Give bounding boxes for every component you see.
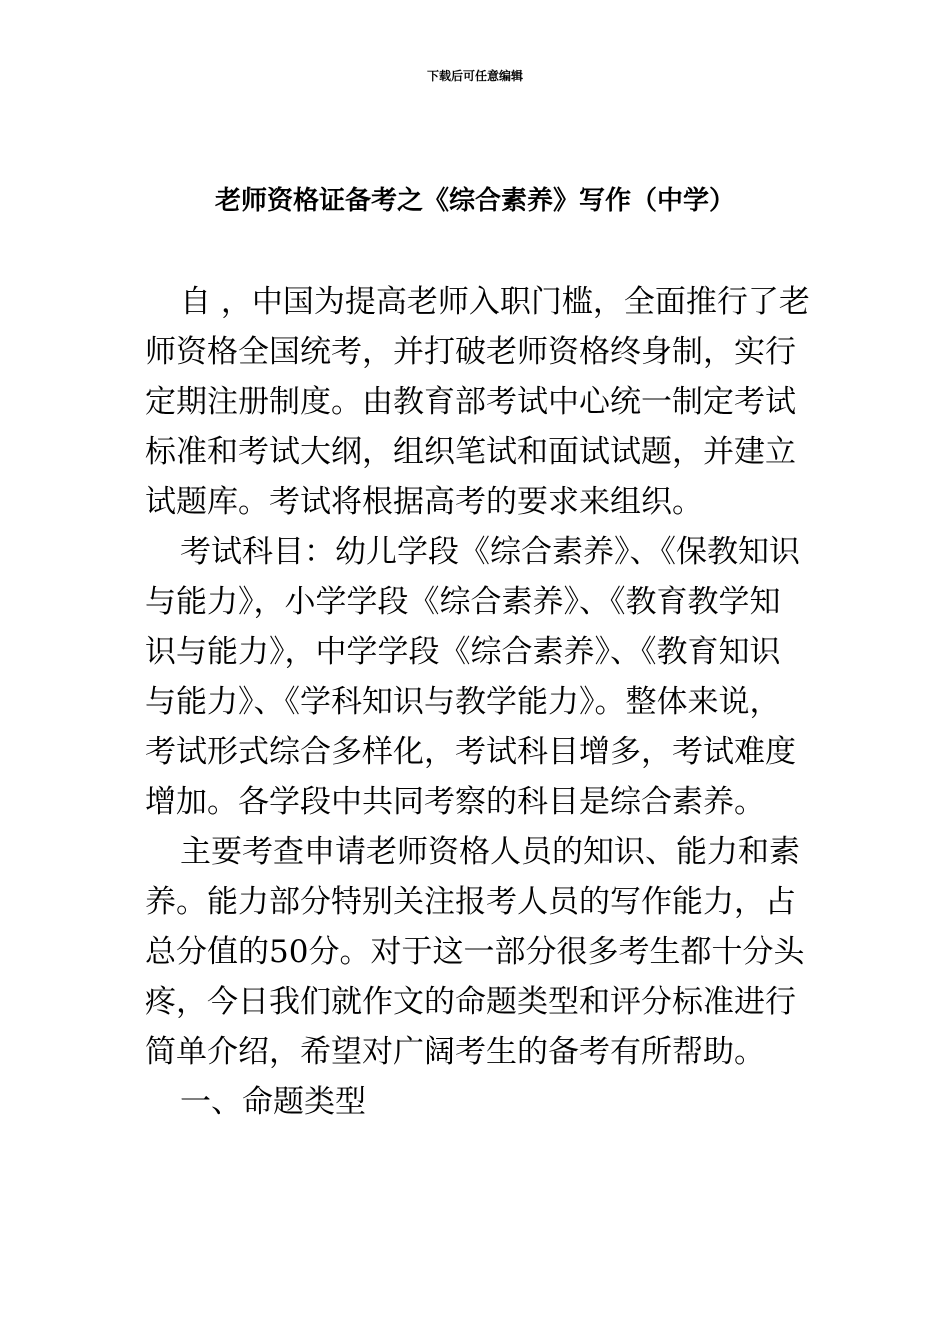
document-title: 老师资格证备考之《综合素养》写作（中学） <box>214 186 735 216</box>
header-note: 下载后可任意编辑 <box>426 69 523 83</box>
paragraph-subjects: 考试科目：幼儿学段《综合素养》、《保教知识与能力》，小学学段《综合素养》、《教育教学知识与能力》，中学学段《综合素养》、《教育知识与能力》、《学科知识与教学能力》。整体来说，考试形式综合多样化，考试科目增多，考试难度增加。各学段中共同考察的科目是综合素养。 <box>145 534 800 820</box>
paragraph-intro: 自 ，中国为提高老师入职门槛，全面推行了老师资格全国统考，并打破老师资格终身制，实行定期注册制度。由教育部考试中心统一制定考试标准和考试大纲，组织笔试和面试试题，并建立试题库。考试将根据高考的要求来组织。 <box>145 284 810 520</box>
section-heading-proposition-types: 一、命题类型 <box>180 1084 366 1120</box>
paragraph-focus: 主要考查申请老师资格人员的知识、能力和素养。能力部分特别关注报考人员的写作能力，占总分值的50分。对于这一部分很多考生都十分头疼，今日我们就作文的命题类型和评分标准进行简单介绍，希望对广阔考生的备考有所帮助。 <box>145 834 805 1070</box>
document-body <box>145 277 810 1127</box>
